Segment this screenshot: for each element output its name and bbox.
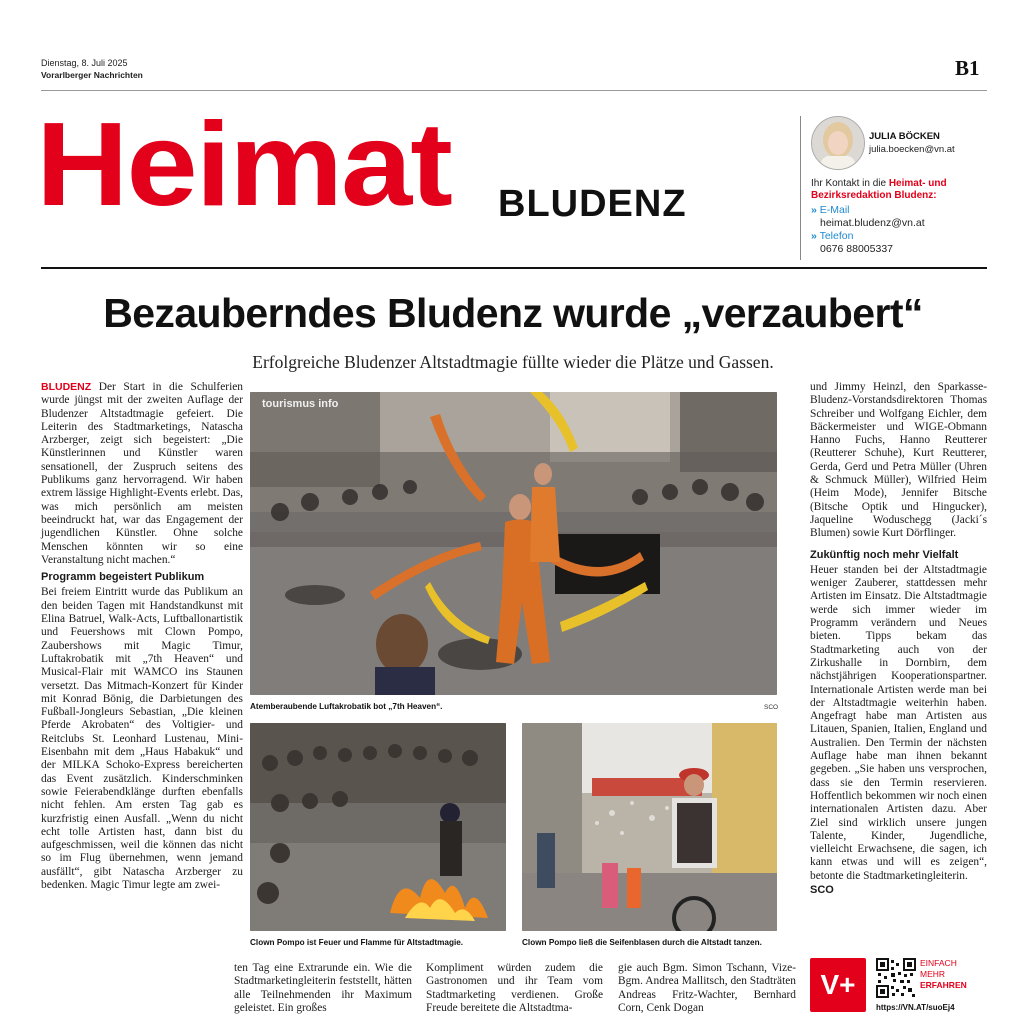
main-photo-credit: SCO (764, 704, 779, 711)
fire-show-image (250, 723, 506, 931)
qr-code-icon[interactable] (876, 958, 916, 998)
masthead-rule (41, 267, 987, 269)
promo-line-2: MEHR (920, 969, 946, 979)
tourism-info-sign: tourismus info (262, 398, 339, 410)
promo-box[interactable] (810, 958, 990, 1018)
promo-line-3: ERFAHREN (920, 980, 967, 990)
issue-date: Dienstag, 8. Juli 2025 (41, 58, 128, 68)
contact-name: JULIA BÖCKEN (869, 131, 940, 142)
subhead-zukunft: Zukünftig noch mehr Vielfalt (810, 548, 959, 561)
fire-show-caption: Clown Pompo ist Feuer und Flamme für Altstadtmagie. (250, 938, 464, 947)
col5-paragraph-1: und Jimmy Heinzl, den Sparkasse-Bludenz-Vorstandsdirektoren Thomas Schreiber und Wolfgang Eichler, dem Bäckermeister und WIGE-Obmann Hanno Fuchs, Hanno Reutterer (Reutterer Schuhe), Kurt Reutterer, Gerda, Gerd und Petra Müller (Uhren & Schmuck Müller), Wilfried Heim (Heim Mode), Jennifer Bitsche (Bitsche Optik und Hingucker), Jaqueline Woduschegg (Jacki´s Blumen) sowie Kurt Dörflinger. (810, 381, 987, 540)
article-headline: Bezauberndes Bludenz wurde „verzaubert“ (103, 290, 923, 336)
contact-intro-plain: Ihr Kontakt in die (811, 178, 889, 189)
bubble-caption: Clown Pompo ließ die Seifenblasen durch die Altstadt tanzen. (522, 938, 762, 947)
aerial-acrobatics-image (250, 392, 777, 695)
header-rule (41, 90, 987, 91)
promo-url[interactable]: https://VN.AT/suoEj4 (876, 1003, 955, 1012)
article-author: SCO (810, 883, 834, 896)
author-avatar (811, 116, 865, 170)
mail-chevron-icon: » (811, 204, 817, 216)
page-number: B1 (955, 56, 980, 80)
bubble-photo (522, 723, 777, 931)
phone-label-row (811, 230, 853, 242)
article-column-5 (810, 381, 987, 899)
masthead-title: Heimat (36, 98, 451, 232)
vplus-logo: V+ (810, 958, 866, 1012)
contact-intro-red: Heimat- und Bezirksredaktion Bludenz: (811, 178, 947, 201)
article-column-3: Kompliment würden zudem die Gastronomen und ihr Team vom Stadtmarketing verdienen. Große Freude bereitete die Altstadtma- (426, 962, 603, 1014)
contact-intro (811, 178, 985, 202)
contact-box (800, 116, 987, 260)
article-column-4: gie auch Bgm. Simon Tschann, Vize-Bgm. Andrea Mallitsch, den Stadträten Andreas Fritz-Wachter, Bernhard Corn, Cenk Dogan (618, 962, 796, 1014)
article-column-1 (41, 381, 243, 1021)
body-paragraph-2: Bei freiem Eintritt wurde das Publikum an den beiden Tagen mit Handstandkunst mit Elina Batruel, Walk-Acts, Luftballonartistik und Feuershows mit Clown Pompo, Zaubershows mit Magic Timur, Luftakrobatik mit „7th Heaven“ und Musical-Flair mit WAMCO ins Staunen versetzt. Das Mitmach-Konzert für Kinder mit Konrad Bönig, die Darbietungen des Fußball-Jongleurs Sebastian, „Die kleinen Pferde Akrobaten“ des Voltigier- und Reitclubs St. Leonhard Lustenau, Mini-Eisenbahn mit dem „Haus Habakuk“ und der MILKA Schoko-Express bereicherten das Event zusätzlich. Kinderschminken sowie Feierabendklänge durften ebenfalls nicht fehlen. Am ersten Tag gab es kurzfristig einen Ausfall. „Wenn du nicht echt tolle Artisten hast, dann bist du aufgeschmissen, weil die können das nicht so im Flug übernehmen, wenn jemand ausfällt“, gibt Natascha Arzberger zu bedenken. Magic Timur legte am zwei- (41, 586, 243, 891)
promo-line-1: EINFACH (920, 958, 957, 968)
phone-value[interactable]: 0676 88005337 (820, 243, 893, 255)
lead-text: Der Start in die Schulferien wurde jüngst mit der zweiten Auflage der Bludenzer Altstadtmagie gefeiert. Die Leiterin des Stadtmarketings, Natascha Arzberger, zeigt sich begeistert: „Die Künstlerinnen und Künstler waren sensationell, der Zuspruch seitens des Publikums ganz hervorragend. Wir haben extrem lässige Highlight-Events erlebt. Das, was mich persönlich am meisten beeindruckt hat, war das Engagement der jugendlichen Künstler. Ohne solche Menschen könnten wir so eine Veranstaltung nicht machen.“ (41, 381, 243, 566)
article-kicker: BLUDENZ (41, 381, 92, 393)
col5-paragraph-2: Heuer standen bei der Altstadtmagie weniger Zauberer, stattdessen mehr Artisten im Einsatz. Die Altstadtmagie werde sich immer wieder im Programm verändern und Neues bieten. Tipps bekam das Stadtmarketing auch von der Zirkushalle in Dornbirn, dem nächstjährigen Kooperationspartner. Internationale Artisten werde man bei der Altstadtmagie weiterhin haben. Angefragt habe man Artisten aus Litauen, Spanien, Italien, England und Australien. Den Termin der nächsten Auflage habe man ihnen bekannt gegeben. „Sie haben uns versprochen, dass sie den Termin reservieren. Hoffentlich bekommen wir noch einen internationalen Artisten dazu. Aber Ziel sind wirklich unsere jungen Talente, Kinder, Jugendliche, vielleicht Erwachsene, die sagen, ich kann etwas und will es zeigen“, betonte die Stadtmarketingleiterin. (810, 563, 987, 882)
fire-show-photo (250, 723, 506, 931)
mail-value[interactable]: heimat.bludenz@vn.at (820, 217, 925, 229)
mail-label-row (811, 204, 850, 216)
contact-email[interactable]: julia.boecken@vn.at (869, 144, 955, 155)
phone-label: Telefon (819, 230, 854, 242)
masthead-region: BLUDENZ (498, 183, 687, 225)
phone-chevron-icon: » (811, 230, 817, 242)
mail-label: E-Mail (819, 204, 850, 216)
article-subheadline: Erfolgreiche Bludenzer Altstadtmagie füllte wieder die Plätze und Gassen. (252, 352, 774, 372)
bubble-clown-image (522, 723, 777, 931)
main-photo-caption: Atemberaubende Luftakrobatik bot „7th Heaven“. (250, 702, 443, 711)
lead-paragraph (41, 381, 243, 567)
main-photo (250, 392, 777, 695)
article-column-2: ten Tag eine Extrarunde ein. Wie die Stadtmarketingleiterin feststellt, hätten alle Teilnehmenden ihr Maximum geleistet. Ein großes (234, 962, 412, 1014)
subhead-programm: Programm begeistert Publikum (41, 571, 205, 584)
publication-name: Vorarlberger Nachrichten (41, 70, 143, 80)
